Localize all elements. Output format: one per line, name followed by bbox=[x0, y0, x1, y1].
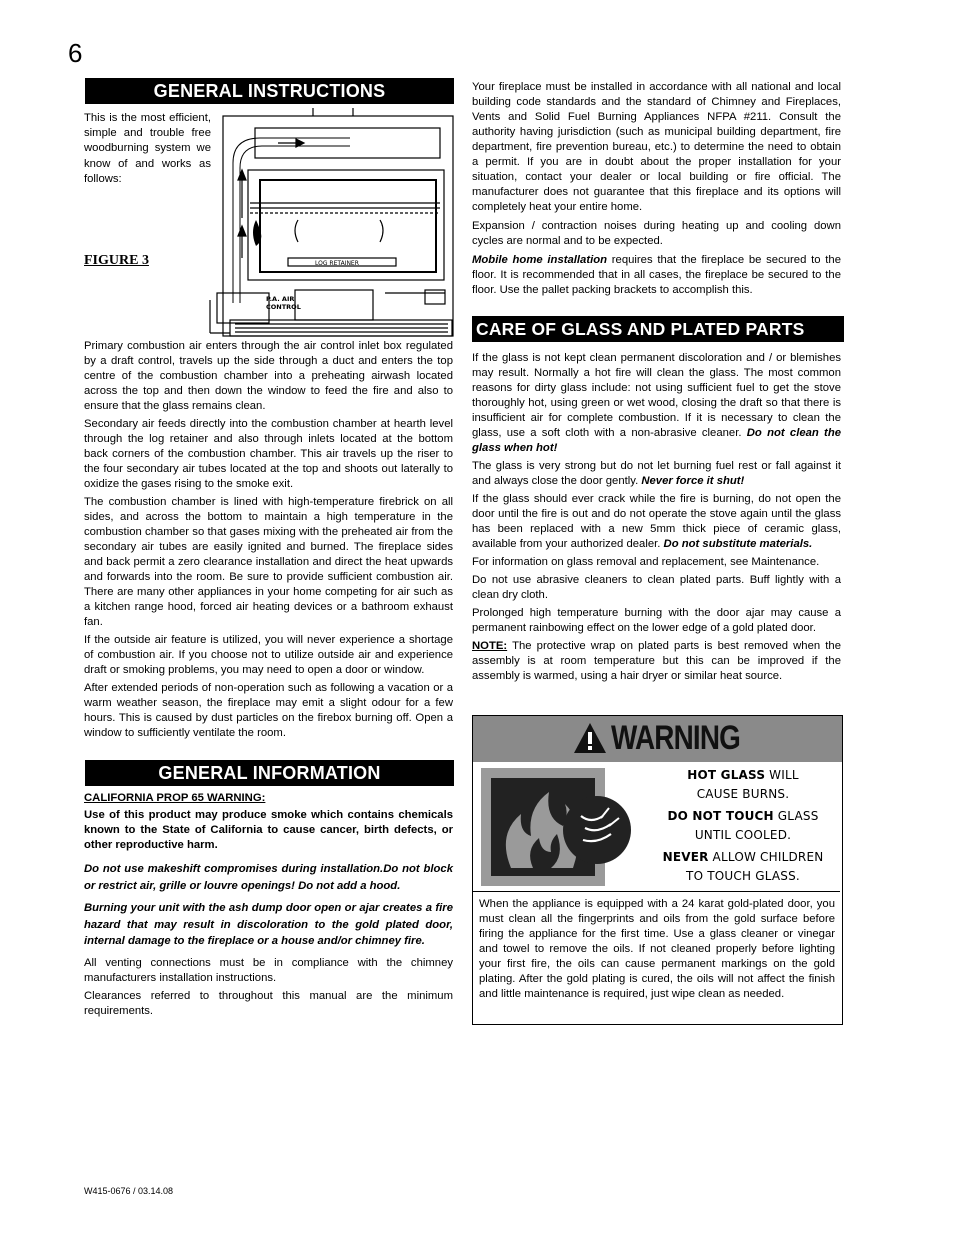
expansion-paragraph: Expansion / contraction noises during heating up and cooling down cycles are normal and to be expected. bbox=[472, 220, 841, 247]
warning-line-5b: ALLOW CHILDREN bbox=[708, 850, 824, 864]
warning-header bbox=[473, 716, 842, 762]
care-p2-emphasis: Never force it shut! bbox=[641, 475, 745, 487]
prop65-body: Use of this product may produce smoke which contains chemicals known to the State of California to cause cancer, birth defects, or other reproductive harm. bbox=[84, 809, 453, 851]
paragraph-secondary-air: Secondary air feeds directly into the combustion chamber at hearth level through the log retainer and also through inlets located at the bottom back corners of the combustion chamber. This air travels up the riser to the four secondary air tubes located at the top and shoots out laterally to oxidize the gases rising to the smoke exit. bbox=[84, 418, 453, 490]
warning-line-1b: WILL bbox=[765, 768, 799, 782]
warning-line-4: UNTIL COOLED. bbox=[694, 828, 792, 842]
prop65-heading: CALIFORNIA PROP 65 WARNING: bbox=[84, 792, 266, 804]
care-p1-emphasis: Do not clean the glass when hot! bbox=[472, 427, 842, 454]
warning-title: WARNING bbox=[611, 719, 741, 757]
clearances-paragraph: Clearances referred to throughout this manual are the minimum requirements. bbox=[84, 989, 453, 1017]
page-number: 6 bbox=[68, 38, 83, 68]
paragraph-outside-air: If the outside air feature is utilized, you will never experience a shortage of combustion air. If you choose not to utilize outside air and experience draft or smoking problems, you may need to open a door or window. bbox=[84, 634, 453, 676]
warning-box bbox=[472, 715, 843, 1025]
mobile-home-body: requires that the fireplace be secured to the floor. It is recommended that in all cases, the fireplace be secured to the floor. Use the pallet packing brackets to accomplish this. bbox=[472, 254, 841, 296]
hot-glass-icon bbox=[481, 768, 633, 886]
paragraph-primary-air: Primary combustion air enters through the air control inlet box regulated by a draft control, travels up the side through a duct and enters the top centre of the combustion chamber into a preheating airwash located across the top and then down the window to feed the fire and also to ensure that the glass remains clean. bbox=[84, 340, 453, 412]
warning-line-2: CAUSE BURNS. bbox=[696, 787, 790, 801]
ash-dump-warning: Burning your unit with the ash dump door open or ajar creates a fire hazard that may result in discoloration to the gold plated door, internal damage to the fireplace or a house and/or chimney fire. bbox=[84, 902, 453, 947]
control-label: CONTROL bbox=[266, 303, 301, 311]
makeshift-warning: Do not use makeshift compromises during installation.Do not block or restrict air, grille or louvre openings! Do not add a hood. bbox=[84, 863, 453, 892]
fireplace-diagram bbox=[200, 108, 456, 340]
care-p2-text: The glass is very strong but do not let burning fuel rest or fall against it and always close the door gently. bbox=[472, 460, 841, 487]
never-text: NEVER bbox=[662, 850, 709, 864]
care-text bbox=[472, 351, 841, 687]
care-paragraph-6: Prolonged high temperature burning with the door ajar may cause a permanent rainbowing effect on the lower edge of a gold plated door. bbox=[472, 607, 841, 634]
document-footer: W415-0676 / 03.14.08 bbox=[84, 1186, 174, 1196]
care-p3-emphasis: Do not substitute materials. bbox=[663, 538, 813, 550]
mobile-home-paragraph bbox=[472, 253, 841, 298]
warning-line-3b: GLASS bbox=[773, 809, 819, 823]
paragraph-combustion-chamber: The combustion chamber is lined with high-temperature firebrick on all sides, and across the bottom to maintain a high temperature in the combustion chamber so that gases mixing with the preheated air from the secondary air tubes are easily ignited and burned. The fireplace sides and back permit a zero clearance installation and direct the heat upwards and forwards into the room. Be sure to provide sufficient combustion air. There are many other appliances in your home competing for air such as a kitchen range hood, forced air heating devices or a bathroom exhaust fan. bbox=[84, 496, 453, 628]
mobile-home-lead: Mobile home installation bbox=[472, 254, 608, 266]
do-not-touch-text: DO NOT TOUCH bbox=[667, 809, 774, 823]
warning-text bbox=[648, 766, 838, 886]
care-paragraph-4: For information on glass removal and replacement, see Maintenance. bbox=[472, 556, 820, 568]
warning-triangle-icon bbox=[573, 722, 607, 754]
care-of-glass-heading: CARE OF GLASS AND PLATED PARTS bbox=[472, 316, 844, 342]
note-lead: NOTE: bbox=[472, 640, 508, 652]
left-body-text bbox=[84, 339, 453, 744]
intro-text: This is the most efficient, simple and trouble free woodburning system we know of and works as follows: bbox=[84, 112, 211, 185]
note-body: The protective wrap on plated parts is best removed when the assembly is at room temperature but this can be improved if the assembly is warmed, using a hair dryer or similar heat source. bbox=[472, 640, 841, 682]
right-body-text bbox=[472, 80, 841, 301]
care-paragraph-2 bbox=[472, 459, 841, 489]
general-information-heading: GENERAL INFORMATION bbox=[85, 760, 454, 786]
note-paragraph bbox=[472, 639, 841, 684]
pa-air-label: P.A. AIR bbox=[266, 295, 295, 303]
warning-divider bbox=[473, 891, 840, 892]
general-information-text bbox=[84, 791, 453, 1022]
hot-glass-text: HOT GLASS bbox=[687, 768, 766, 782]
care-p3-text: If the glass should ever crack while the fire is burning, do not open the door until the fire is out and do not operate the stove again until the glass has been replaced with a new 5mm thick piece of ceramic glass, available from your authorized dealer. bbox=[472, 493, 841, 550]
warning-line-6: TO TOUCH GLASS. bbox=[686, 869, 800, 883]
log-retainer-label: LOG RETAINER bbox=[315, 260, 359, 267]
venting-paragraph: All venting connections must be in compliance with the chimney manufacturers installation instructions. bbox=[84, 956, 453, 984]
general-instructions-heading: GENERAL INSTRUCTIONS bbox=[85, 78, 454, 104]
care-p1-text: If the glass is not kept clean permanent discoloration and / or blemishes may result. Normally a hot fire will clean the glass. The most common reasons for dirty glass include: not using sufficient fuel to get the stove thoroughly hot, using green or wet wood, closing the draft so that there is insufficient air for complete combustion. If it is necessary to clean the glass, use a soft cloth with a non-abrasive cleaner. bbox=[472, 352, 841, 439]
gold-plated-paragraph: When the appliance is equipped with a 24 karat gold-plated door, you must clean all the fingerprints and oils from the gold surface before firing the appliance for the first time. Use a glass cleaner or vinegar and towel to remove the oils. If not cleaned properly before lighting your first fire, the oils can cause permanent markings on the gold plating. After the gold plating is cured, the oils will not affect the finish and little maintenance is required, just wipe clean as needed. bbox=[479, 898, 835, 1000]
figure-label: FIGURE 3 bbox=[84, 253, 149, 268]
code-standards-paragraph: Your fireplace must be installed in accordance with all national and local building code standards and the standard of Chimney and Fireplaces, Vents and Solid Fuel Burning Appliances NFPA #211. Consult the authority having jurisdiction (such as municipal building department, fire department, fire prevention bureau, etc.) to determine the need to obtain a permit. If you are in doubt about the proper installation for your situation, contact your dealer or local building or fire official. The manufacturer does not guarantee that this fireplace and its options will completely heat your entire home. bbox=[472, 81, 841, 213]
paragraph-odour: After extended periods of non-operation such as following a vacation or a warm weather season, the fireplace may emit a slight odour for a few hours. This is caused by dust particles on the firebox burning off. Open a window to sufficiently ventilate the room. bbox=[84, 682, 453, 739]
care-paragraph-3 bbox=[472, 492, 841, 552]
care-paragraph-1 bbox=[472, 351, 841, 456]
care-paragraph-5: Do not use abrasive cleaners to clean plated parts. Buff lightly with a clean dry cloth. bbox=[472, 574, 841, 601]
